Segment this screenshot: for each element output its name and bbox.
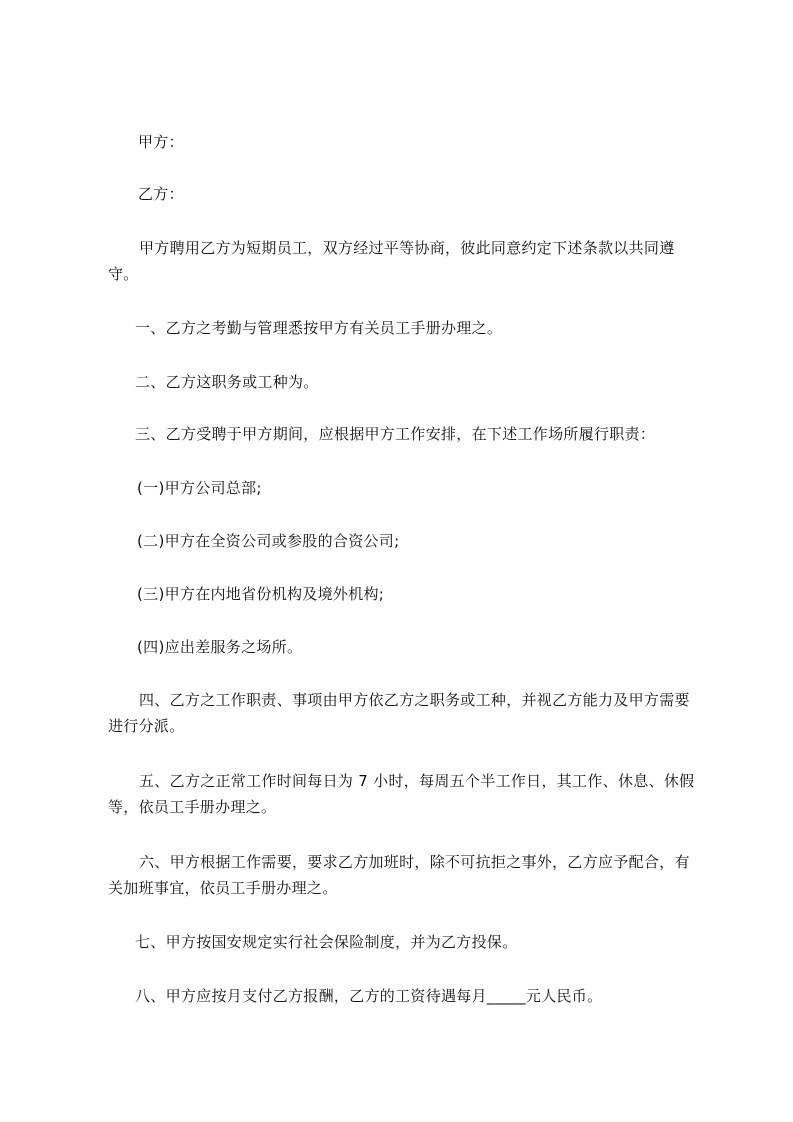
clause-7: 七、甲方按国安规定实行社会保险制度，并为乙方投保。 [135, 933, 518, 951]
clause-4: 四、乙方之工作职责、事项由甲方依乙方之职务或工种，并视乙方能力及甲方需要进行分派。 [108, 691, 690, 735]
workplace-item-1: (一)甲方公司总部; [137, 479, 262, 497]
party-b-line: 乙方： [138, 185, 184, 203]
clause-1: 一、乙方之考勤与管理悉按甲方有关员工手册办理之。 [135, 319, 503, 337]
clause-5: 五、乙方之正常工作时间每日为 7 小时，每周五个半工作日，其工作、休息、休假等，依员工手册办理之。 [108, 772, 695, 816]
workplace-item-2: (二)甲方在全资公司或参股的合资公司; [137, 532, 400, 550]
clause-6: 六、甲方根据工作需要，要求乙方加班时，除不可抗拒之事外，乙方应予配合，有关加班事宜，依员工手册办理之。 [108, 853, 690, 897]
clause-8: 八、甲方应按月支付乙方报酬，乙方的工资待遇每月_____元人民币。 [135, 987, 603, 1005]
intro-paragraph: 甲方聘用乙方为短期员工，双方经过平等协商，彼此同意约定下述条款以共同遵守。 [108, 239, 675, 283]
workplace-item-3: (三)甲方在内地省份机构及境外机构; [137, 585, 385, 603]
clause-2: 二、乙方这职务或工种为。 [135, 373, 319, 391]
workplace-item-4: (四)应出差服务之场所。 [137, 638, 303, 656]
party-a-line: 甲方： [138, 133, 184, 151]
clause-3: 三、乙方受聘于甲方期间，应根据甲方工作安排，在下述工作场所履行职责： [135, 425, 656, 443]
